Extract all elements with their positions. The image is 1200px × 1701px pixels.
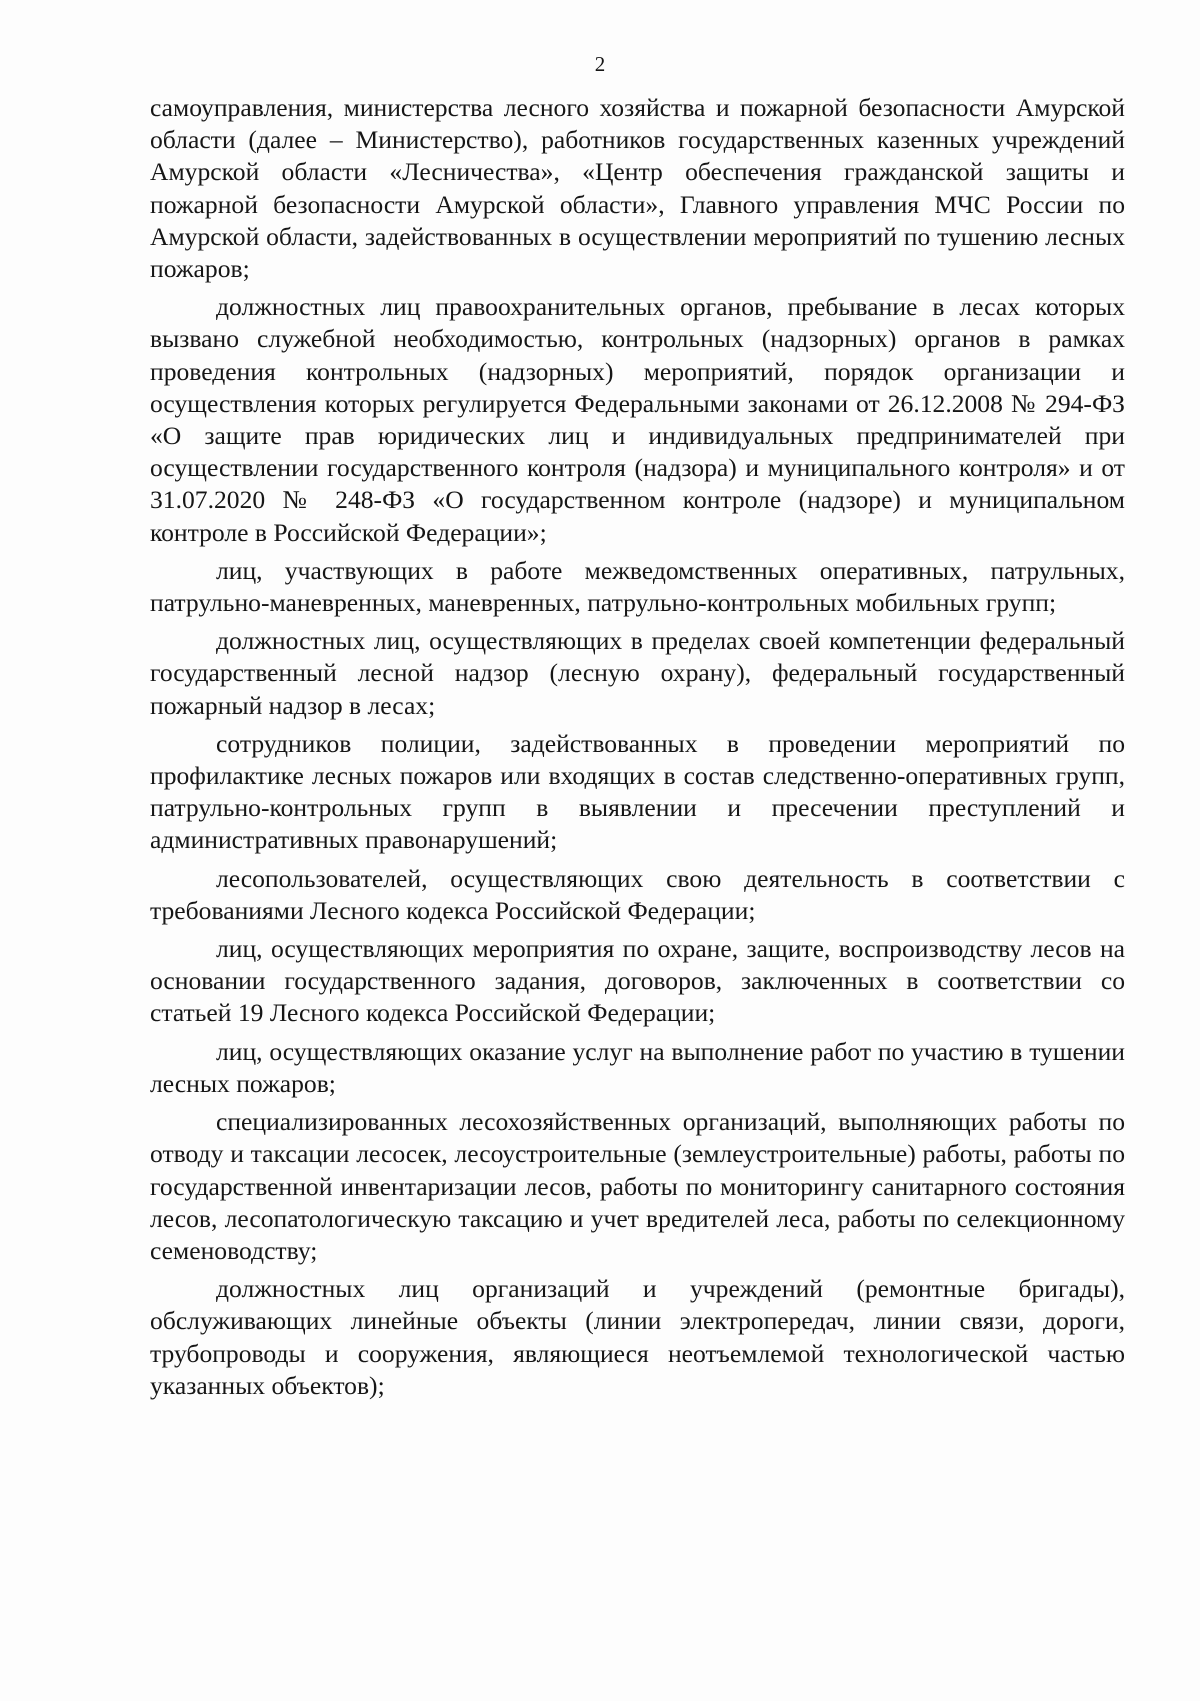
paragraph-linear-objects: должностных лиц организаций и учреждений (ремонтные бригады), обслуживающих линейные объекты (линии электропередач, линии связи, дороги, трубопроводы и сооружения, являющиеся неотъемлемой технологической частью указанных объектов); (150, 1274, 1125, 1400)
paragraph-forest-supervision: должностных лиц, осуществляющих в пределах своей компетенции федеральный государственный лесной надзор (лесную охрану), федеральный государственный пожарный надзор в лесах; (150, 626, 1125, 720)
paragraph-police: сотрудников полиции, задействованных в проведении мероприятий по профилактике лесных пожаров или входящих в состав следственно-оперативных групп, патрульно-контрольных групп в выявлении и пресечении преступлений и административных правонарушений; (150, 728, 1125, 855)
page-number: 2 (594, 52, 606, 76)
paragraph-law-enforcement: должностных лиц правоохранительных органов, пребывание в лесах которых вызвано служебной необходимостью, контрольных (надзорных) органов в рамках проведения контрольных (надзорных) мероприятий, порядок организации и осуществления которых регулируется Федеральными законами от 26.12.2008 № 294-ФЗ «О защите прав юридических лиц и индивидуальных предпринимателей при осуществлении государственного контроля (надзора) и муниципального контроля» и от 31.07.2020 № 248-ФЗ «О государственном контроле (надзоре) и муниципальном контроле в Российской Федерации»; (150, 292, 1125, 547)
paragraph-forest-protection: лиц, осуществляющих мероприятия по охране, защите, воспроизводству лесов на основании государственного задания, договоров, заключенных в соответствии со статьей 19 Лесного кодекса Российской Федерации; (150, 934, 1125, 1028)
paragraph-firefighting-services: лиц, осуществляющих оказание услуг на выполнение работ по участию в тушении лесных пожаров; (150, 1036, 1125, 1098)
paragraph-mobile-groups: лиц, участвующих в работе межведомственных оперативных, патрульных, патрульно-маневренных, маневренных, патрульно-контрольных мобильных групп; (150, 555, 1125, 618)
document-body (150, 92, 1125, 1408)
paragraph-continuation: самоуправления, министерства лесного хозяйства и пожарной безопасности Амурской области (далее – Министерство), работников государственных казенных учреждений Амурской области «Лесничества», «Центр обеспечения гражданской защиты и пожарной безопасности Амурской области», Главного управления МЧС России по Амурской области, задействованных в осуществлении мероприятий по тушению лесных пожаров; (150, 93, 1125, 284)
paragraph-forest-users: лесопользователей, осуществляющих свою деятельность в соответствии с требованиями Лесного кодекса Российской Федерации; (150, 863, 1125, 925)
paragraph-specialized-organizations: специализированных лесохозяйственных организаций, выполняющих работы по отводу и таксации лесосек, лесоустроительные (землеустроительные) работы, работы по государственной инвентаризации лесов, работы по мониторингу санитарного состояния лесов, лесопатологическую таксацию и учет вредителей леса, работы по селекционному семеноводству; (150, 1107, 1125, 1265)
